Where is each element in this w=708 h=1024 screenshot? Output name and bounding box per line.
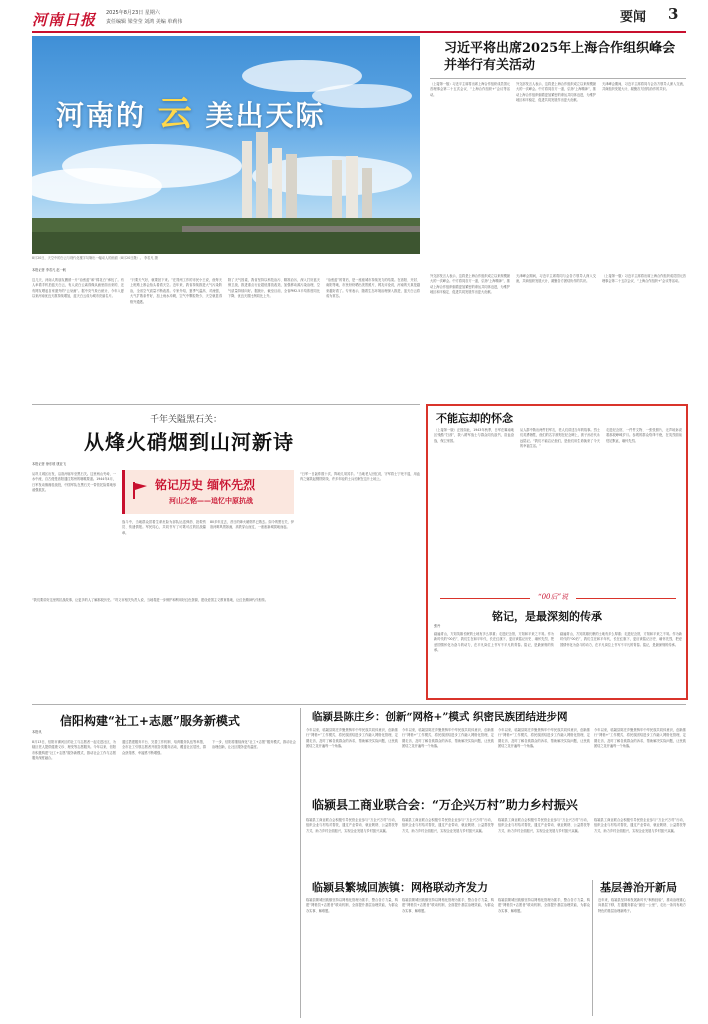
- photo-caption: 8月20日，天空中的白云与现代化楼宇勾勒出一幅动人的画面（8月20日摄）。 李若凡 摄: [32, 256, 158, 260]
- art4-title: 从烽火硝烟到山河新诗: [84, 430, 294, 454]
- art4-col5: “我们要讲好这里的抗战故事，让更多的人了解那段历史。”巩义市相关负责人说，当地将进一步保护和利用好红色资源，建设爱国主义教育基地，让红色精神代代相传。: [32, 598, 268, 602]
- art4-col3: 战斗中，当地群众冒着生命危险为部队运送弹药、抢救伤员、传递情报。军民同心，共同书写了可歌可泣的抗战篇章。: [122, 520, 206, 535]
- masthead-rule: [32, 31, 686, 33]
- art6-byline: 本报讯: [32, 730, 42, 734]
- skyline-illustration: [32, 36, 420, 254]
- art9-body-1: 临颍县繁城回族镇坚持以网格化管理为抓手，整合各方力量，构建“网格员+志愿者”联动机制，全面提升基层治理效能，为群众办实事、解难题。: [306, 898, 398, 913]
- divider-mid: [32, 704, 686, 705]
- art3-body-3: 走进纪念馆，一件件文物、一张张照片，无声地诉说着那段峥嵘岁月。参观的群众络绎不绝，在英烈面前驻足默哀，缅怀先烈。: [606, 428, 682, 443]
- art5-body-1: 踏遍青山，方知英雄长眠的土地有多么厚重；走进纪念馆，方知和平来之不易。作为新时代的“00后”，我们生在和平年代，长在红旗下，更应该铭记历史、缅怀先烈，把爱国情怀化为奋斗的动力，在平凡岗位上书写不平凡的青春。铭记，是最深刻的传承。: [434, 632, 554, 653]
- art5-title: 铭记，是最深刻的传承: [492, 610, 602, 623]
- art7-body-3: 今年以来，临颍县陈庄乡聚焦铸牢中华民族共同体意识，创新推行“网格+”工作模式，将民族团结进步工作融入网格化管理，定期走访，及时了解各族群众的诉求，帮助解决实际问题，让民族团结之花开遍每一个角落。: [498, 728, 590, 749]
- art2-body-1b: 外交部发言人表示，这将是上海合作组织成立以来规模最大的一次峰会。中方将同各方一道，弘扬“上海精神”，推动上海合作组织朝着更加紧密的命运共同体迈进，为维护地区和平稳定、促进共同发展作出更大贡献。: [430, 274, 510, 295]
- art1-byline: 本报记者 李若凡 赵一帆: [32, 268, 66, 272]
- art6-col3: 下一步，信阳将继续深化“社工+志愿”服务模式，推动社会治理创新，让社区服务更有温度。: [212, 740, 296, 750]
- art2-body-2b: 天津峰会期间，习近平主席将同与会各方领导人深入交流，共商组织发展大计，凝聚各方团结协作的共识。: [516, 274, 596, 284]
- art5-body-2: 踏遍青山，方知英雄长眠的土地有多么厚重；走进纪念馆，方知和平来之不易。作为新时代的“00后”，我们生在和平年代，长在红旗下，更应该铭记历史、缅怀先烈，把爱国情怀化为奋斗的动力，在平凡岗位上书写不平凡的青春。铭记，是最深刻的传承。: [560, 632, 682, 647]
- section-name: 要闻: [620, 10, 647, 25]
- art8-body-4: 临颍县工商业联合会积极引导民营企业参与“万企兴万村”行动，组织企业与村结对帮扶，通过产业带动、就业吸纳、公益帮扶等方式，助力乡村全面振兴，实现企业发展与乡村振兴双赢。: [594, 818, 686, 833]
- art2-title-rule: [430, 78, 686, 79]
- art4-col2: “日军一日轰炸数十次，阵地几易其手。”当地老人回忆说，守军将士宁死不退，用血肉之躯筑起钢铁防线，许多年轻的士兵长眠在这片土地上。: [300, 472, 420, 482]
- art8-body-1: 临颍县工商业联合会积极引导民营企业参与“万企兴万村”行动，组织企业与村结对帮扶，通过产业带动、就业吸纳、公益帮扶等方式，助力乡村全面振兴，实现企业发展与乡村振兴双赢。: [306, 818, 398, 833]
- art6-title: 信阳构建“社工+志愿”服务新模式: [60, 714, 240, 728]
- art8-body-2: 临颍县工商业联合会积极引导民营企业参与“万企兴万村”行动，组织企业与村结对帮扶，通过产业带动、就业吸纳、公益帮扶等方式，助力乡村全面振兴，实现企业发展与乡村振兴双赢。: [402, 818, 494, 833]
- art7-body-1: 今年以来，临颍县陈庄乡聚焦铸牢中华民族共同体意识，创新推行“网格+”工作模式，将民族团结进步工作融入网格化管理，定期走访，及时了解各族群众的诉求，帮助解决实际问题，让民族团结之花开遍每一个角落。: [306, 728, 398, 749]
- art1-col2: “只要天气好，就要拍下来。”在郑州工作的市民小王说，他每天上班路上都会抬头看看天空。近年来，我省持续推进大气污染防治，全省空气质量不断改善。专家介绍，夏季气温高、对流强，大气扩散条件好，加上雨水冲刷，空气中颗粒物少，天空就显得格外通透。: [130, 278, 222, 304]
- editor-line: 责任编辑 梁莹莹 刘鸿 美编 单莉伟: [106, 19, 183, 25]
- art4-kicker: 千年关隘黑石关：: [150, 415, 223, 425]
- art4-col1: 从巩义城区出发，沿洛河驱车至黑石关。这里两山夹峙，一水中流，自古便是洛阳通往郑州的咽喉要道。1944年4月，日军发动豫湘桂战役，中国军队在黑石关一带依托险要地形顽强抵抗。: [32, 472, 116, 493]
- art10-title: 基层善治开新局: [600, 881, 677, 894]
- page-number: 3: [668, 5, 679, 23]
- art3-body-1: （上接第一版）正因如此，1943年秋季，日军在冀南地区残酷“扫荡”，我八路军战士与群众同仇敌忾，浴血奋战，保卫家园。: [434, 428, 514, 443]
- art3-body-2: 从人群中散出两件旧军衣，老人们讲述当年的故事。烈士们英勇牺牲，他们的名字被刻在纪念碑上，被子孙后代永远铭记。“我们不能忘记他们，是他们用生命换来了今天的幸福生活。”: [520, 428, 600, 449]
- art7-title: 临颍县陈庄乡：创新“网格+”模式 织密民族团结进步网: [312, 711, 568, 723]
- art8-title: 临颍县工商业联合会：“万企兴万村”助力乡村振兴: [312, 798, 578, 812]
- art1-col1: 这几天，河南人的朋友圈被一片“治愈蓝”和“棉花白”承包了。有人举着手机拍蓝天白云，有人说白云离得像从画里面出来的，还有网友晒起自家窗外的“云朵画”。据中央气象台统计，今年入夏以来河南优良天数持续增加，蓝天白云成为城市亮丽名片。: [32, 278, 124, 299]
- date-line: 2025年8月23日 星期六: [106, 10, 160, 16]
- art4-col4: 80多年过去，昔日的烽火硝烟早已散去。如今的黑石关，伊洛河畔风景如画，高铁穿山而过，一座座新城拔地而起。: [210, 520, 294, 530]
- history-banner: [122, 470, 294, 514]
- art9-title: 临颍县繁城回族镇：网格联动齐发力: [312, 881, 488, 894]
- art1-col3: 除了天气因素，我省坚持以科技治污、精准治污，深入打好蓝天保卫战，推进重点行业超低排放改造，加强移动源污染治理，空气质量持续向好。据统计，截至目前，全省PM2.5平均浓度同比下降，优良天数比例同比上升。: [228, 278, 320, 299]
- divider-vertical: [300, 708, 301, 1018]
- banner-sub-text: 河山之铭——追忆中原抗战: [169, 496, 253, 505]
- art2-title: 习近平将出席2025年上海合作组织峰会并举行有关活动: [444, 41, 676, 73]
- banner-main-text: 铭记历史 缅怀先烈: [155, 478, 256, 492]
- divider-left-1: [32, 404, 420, 405]
- art2-body-3: 天津峰会期间，习近平主席将同与会各方领导人深入交流，共商组织发展大计，凝聚各方团结协作的共识。: [602, 82, 686, 92]
- art6-col1: 8月13日，信阳市浉河区的社工与志愿者一起走进社区，为辖区老人提供健康义诊、理发等志愿服务。今年以来，信阳市积极构建“社工+志愿”服务新模式，推动社会工作与志愿服务深度融合。: [32, 740, 116, 761]
- art2-body-3b: （上接第一版）习近平主席将出席上海合作组织成员国元首理事会第二十五次会议、“上海合作组织+”会议等活动。: [602, 274, 686, 284]
- art8-body-3: 临颍县工商业联合会积极引导民营企业参与“万企兴万村”行动，组织企业与村结对帮扶，通过产业带动、就业吸纳、公益帮扶等方式，助力乡村全面振兴，实现企业发展与乡村振兴双赢。: [498, 818, 590, 833]
- art4-byline: 本报记者 徐东坡 康亚飞: [32, 462, 66, 466]
- art10-body: 近年来，临颍县坚持和发展新时代“枫桥经验”，推动治理重心向基层下移，打通服务群众“最后一公里”，走出一条具有地方特色的基层治理新路子。: [598, 898, 686, 913]
- hero-photo: [32, 36, 420, 254]
- art7-body-4: 今年以来，临颍县陈庄乡聚焦铸牢中华民族共同体意识，创新推行“网格+”工作模式，将民族团结进步工作融入网格化管理，定期走访，及时了解各族群众的诉求，帮助解决实际问题，让民族团结之花开遍每一个角落。: [594, 728, 686, 749]
- art2-body-2: 外交部发言人表示，这将是上海合作组织成立以来规模最大的一次峰会。中方将同各方一道，弘扬“上海精神”，推动上海合作组织朝着更加紧密的命运共同体迈进，为维护地区和平稳定、促进共同发展作出更大贡献。: [516, 82, 596, 103]
- art5-byline: 张丹: [434, 624, 441, 628]
- art7-body-2: 今年以来，临颍县陈庄乡聚焦铸牢中华民族共同体意识，创新推行“网格+”工作模式，将民族团结进步工作融入网格化管理，定期走访，及时了解各族群众的诉求，帮助解决实际问题，让民族团结之花开遍每一个角落。: [402, 728, 494, 749]
- art9-body-2: 临颍县繁城回族镇坚持以网格化管理为抓手，整合各方力量，构建“网格员+志愿者”联动机制，全面提升基层治理效能，为群众办实事、解难题。: [402, 898, 494, 913]
- newspaper-logo: 河南日报: [32, 11, 97, 29]
- divider-vertical-2: [592, 880, 593, 1016]
- art3-title: 不能忘却的怀念: [436, 412, 513, 425]
- 00-hou-badge: “00后”说: [530, 592, 576, 602]
- art2-body-1: （上接第一版）习近平主席将出席上海合作组织成员国元首理事会第二十五次会议、“上海合作组织+”会议等活动。: [430, 82, 510, 97]
- art6-col2: 通过搭建服务平台、完善工作机制、培育服务队伍等举措，全市社工引领志愿者开展各类服务活动，覆盖社区居民，群众获得感、幸福感不断增强。: [122, 740, 206, 755]
- art9-body-3: 临颍县繁城回族镇坚持以网格化管理为抓手，整合各方力量，构建“网格员+志愿者”联动机制，全面提升基层治理效能，为群众办实事、解难题。: [498, 898, 590, 913]
- hero-title: 河南的 云 美出天际: [56, 94, 326, 134]
- art1-col4: “治愈蓝”的背后，是一座座城市持续发力的结果。在洛阳、开封、南阳等地，市民纷纷晒出美景照片，网友评论说，河南的天真是越来越好看了。专家表示，随着生态环境治理深入推进，蓝天白云将成为常态。: [326, 278, 420, 299]
- flag-icon: [131, 480, 151, 500]
